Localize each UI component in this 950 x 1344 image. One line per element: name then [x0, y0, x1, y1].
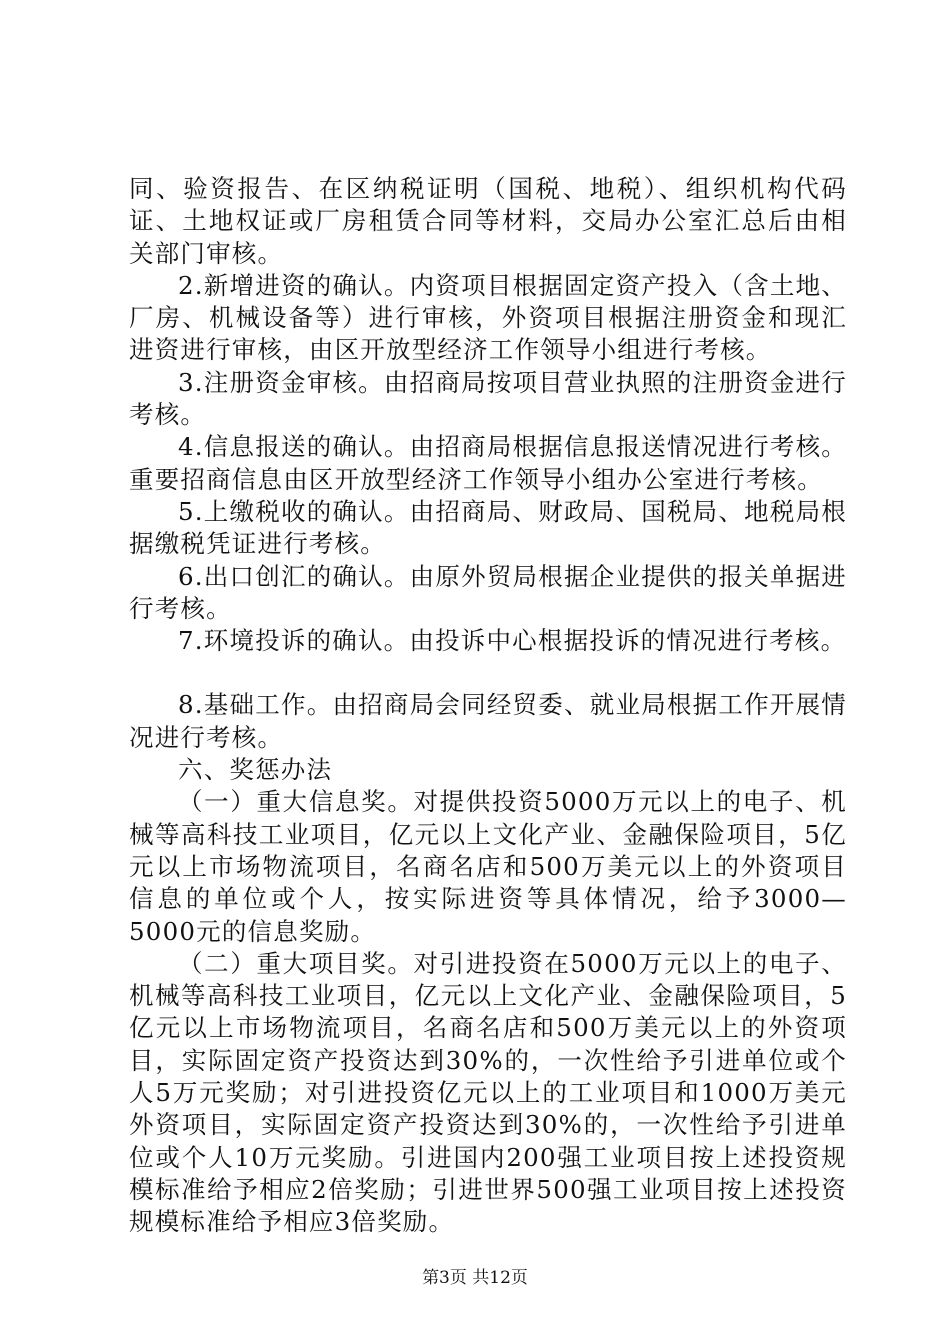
paragraph-item-7: 7.环境投诉的确认。由投诉中心根据投诉的情况进行考核。: [178, 626, 847, 656]
page-footer: 第3页 共12页: [422, 1268, 528, 1288]
paragraph-item-3: 3.注册资金审核。由招商局按项目营业执照的注册资金进行考核。: [129, 367, 847, 430]
paragraph-major-info-award: （一）重大信息奖。对提供投资5000万元以上的电子、机械等高科技工业项目，亿元以上文化产业、金融保险项目，5亿元以上市场物流项目，名商名店和500万美元以上的外资项目信息的单位或个人，按实际进资等具体情况，给予3000—5000元的信息奖励。: [129, 787, 847, 946]
paragraph-spacer: [129, 657, 847, 689]
paragraph-continuation: 同、验资报告、在区纳税证明（国税、地税）、组织机构代码证、土地权证或厂房租赁合同等材料，交局办公室汇总后由相关部门审核。: [129, 174, 847, 268]
paragraph-major-project-award: （二）重大项目奖。对引进投资在5000万元以上的电子、机械等高科技工业项目，亿元以上文化产业、金融保险项目，5亿元以上市场物流项目，名商名店和500万美元以上的外资项目，实际固定资产投资达到30%的，一次性给予引进单位或个人5万元奖励；对引进投资亿元以上的工业项目和1000万美元外资项目，实际固定资产投资达到30%的，一次性给予引进单位或个人10万元奖励。引进国内200强工业项目按上述投资规模标准给予相应2倍奖励；引进世界500强工业项目按上述投资规模标准给予相应3倍奖励。: [129, 948, 847, 1237]
section-heading: 六、奖惩办法: [178, 755, 333, 785]
paragraph-item-6: 6.出口创汇的确认。由原外贸局根据企业提供的报关单据进行考核。: [129, 561, 847, 623]
paragraph-item-8: 8.基础工作。由招商局会同经贸委、就业局根据工作开展情况进行考核。: [129, 690, 847, 752]
document-body: [129, 173, 847, 1239]
paragraph-item-4: 4.信息报送的确认。由招商局根据信息报送情况进行考核。重要招商信息由区开放型经济工作领导小组办公室进行考核。: [129, 432, 847, 494]
paragraph-item-5: 5.上缴税收的确认。由招商局、财政局、国税局、地税局根据缴税凭证进行考核。: [129, 496, 847, 559]
paragraph-item-2: 2.新增进资的确认。内资项目根据固定资产投入（含土地、厂房、机械设备等）进行审核，外资项目根据注册资金和现汇进资进行审核，由区开放型经济工作领导小组进行考核。: [129, 270, 847, 365]
